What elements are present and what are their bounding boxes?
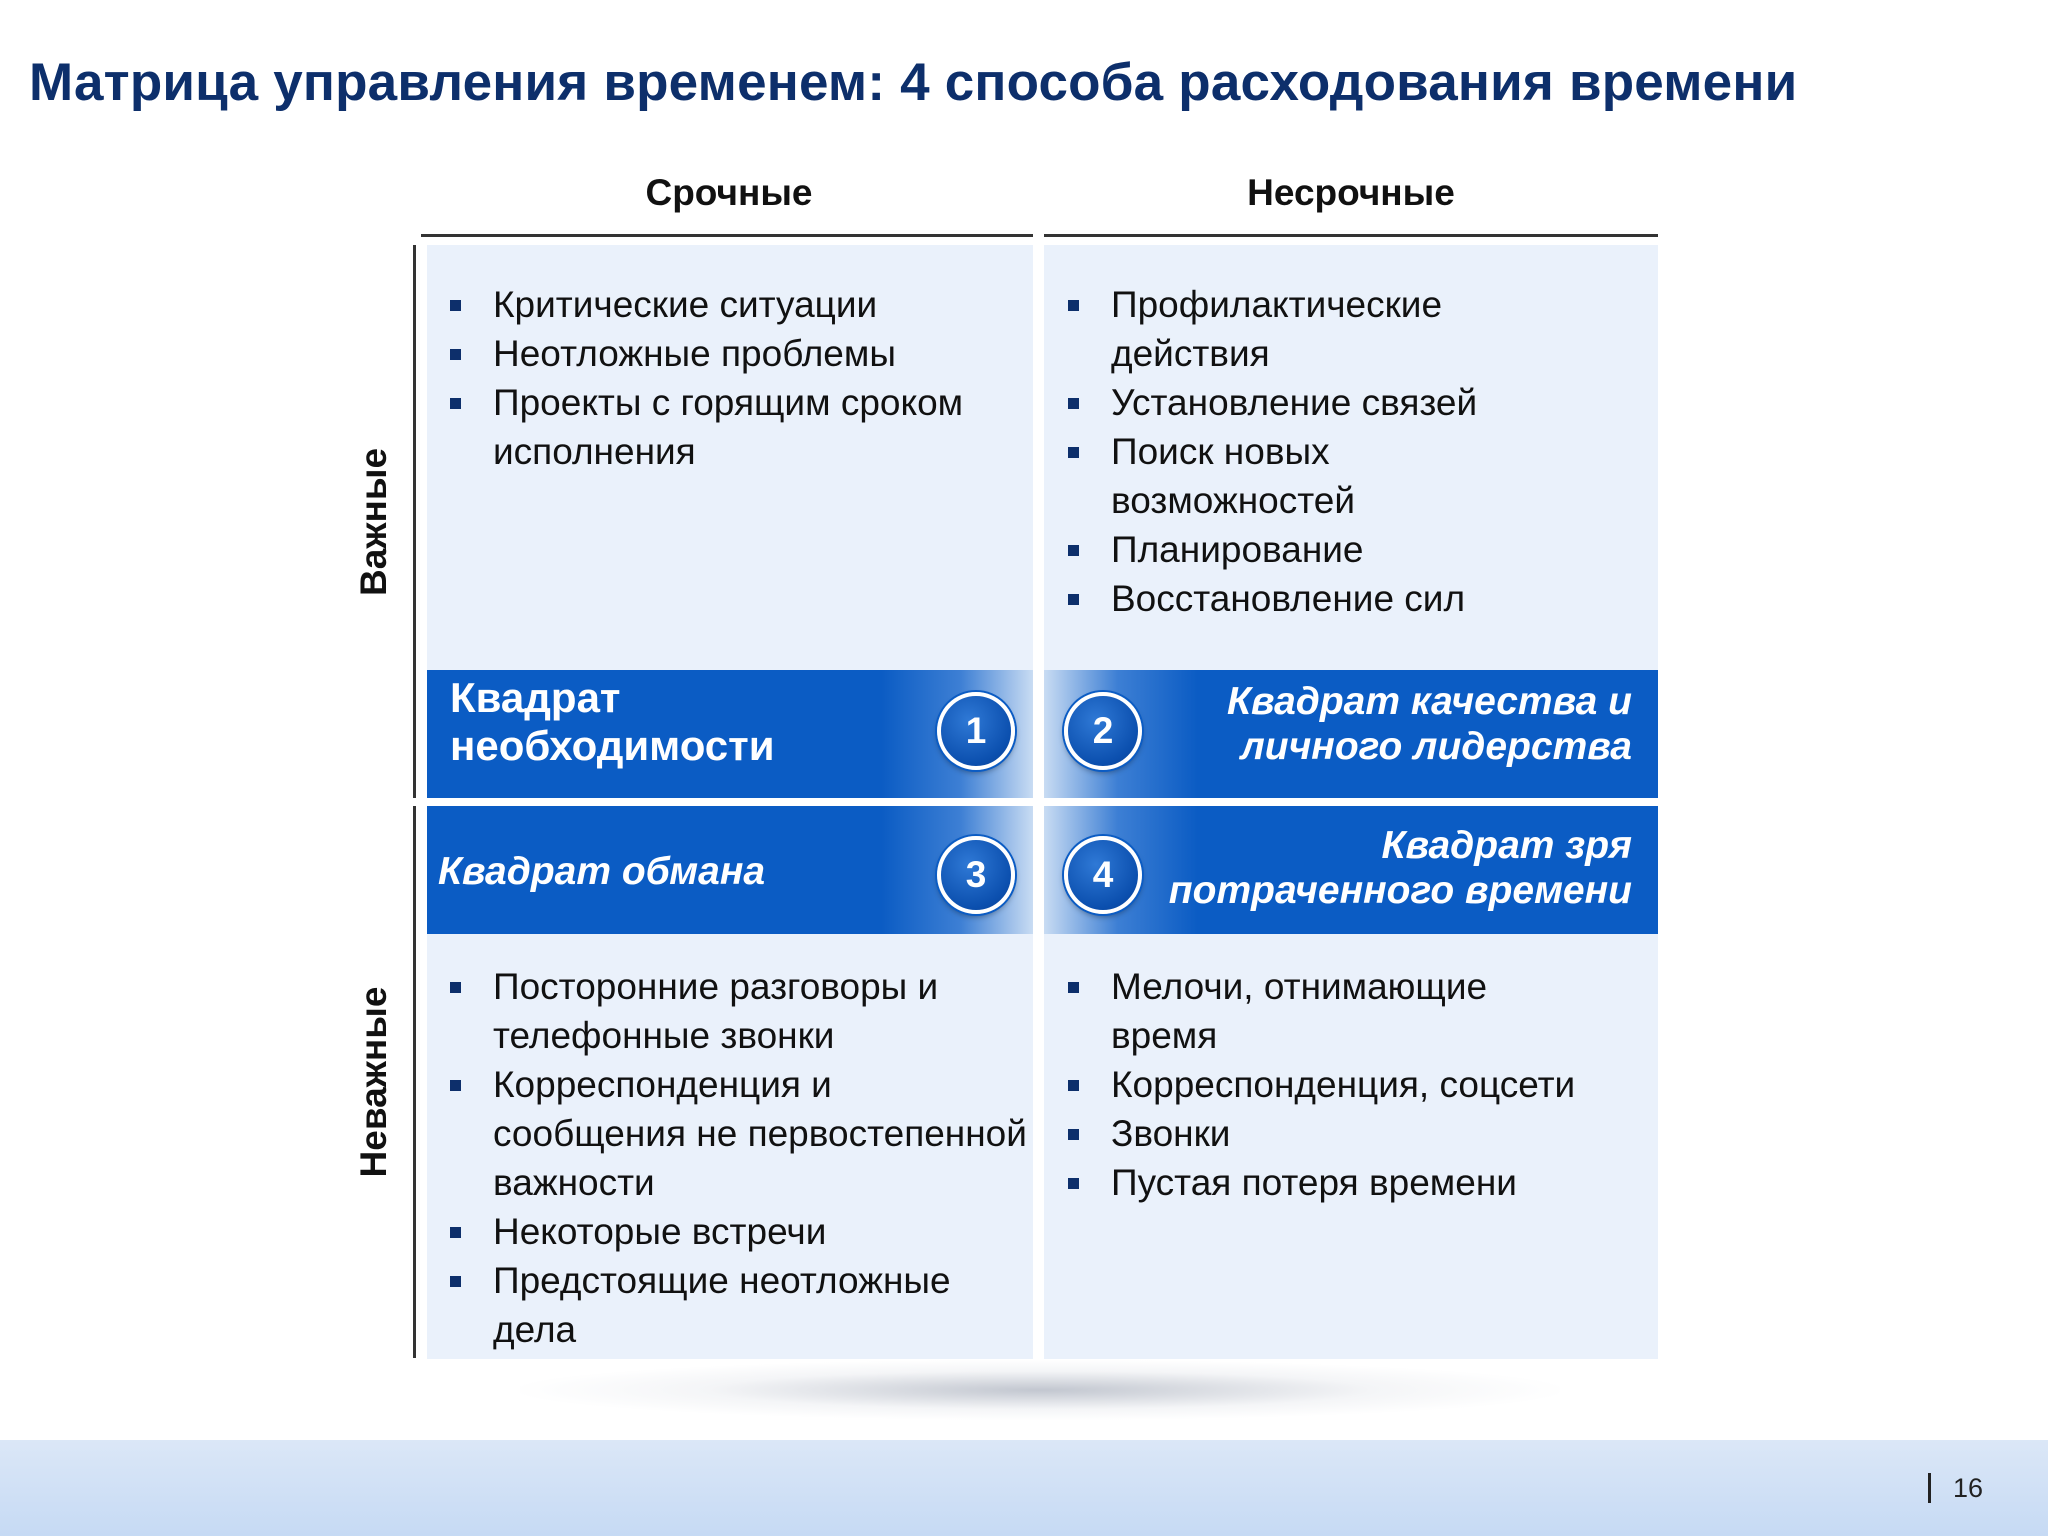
column-header-urgent: Срочные <box>645 172 813 213</box>
list-item: Пустая потеря времени <box>1066 1158 1646 1207</box>
quadrant-3-list <box>448 962 1027 1354</box>
list-item: Проекты с горящим сроком исполнения <box>448 378 1028 476</box>
row-label-not-important: Неважные <box>353 986 394 1178</box>
list-item: Корреспонденция, соцсети <box>1066 1060 1646 1109</box>
column-divider-urgent <box>421 234 1033 237</box>
quadrant-4-list <box>1066 962 1646 1207</box>
quadrant-1-number-badge: 1 <box>937 692 1015 770</box>
page-title: Матрица управления временем: 4 способа расходования времени <box>29 53 1798 112</box>
list-item: Неотложные проблемы <box>448 329 1028 378</box>
row-label-important: Важные <box>353 447 394 597</box>
list-item: Звонки <box>1066 1109 1646 1158</box>
list-item: Посторонние разговоры и телефонные звонки <box>448 962 973 1060</box>
quadrant-2-title: Квадрат качества и личного лидерства <box>1227 680 1632 768</box>
list-item: Планирование <box>1066 525 1586 574</box>
page-number-divider <box>1928 1473 1931 1503</box>
page-number: 16 <box>1953 1473 1984 1503</box>
quadrant-1-title: Квадрат необходимости <box>450 674 775 770</box>
list-item: Установление связей <box>1066 378 1586 427</box>
matrix-shadow <box>520 1360 1560 1420</box>
list-item: Профилактические действия <box>1066 280 1491 378</box>
footer-bar <box>0 1440 2048 1536</box>
quadrant-3-number-badge: 3 <box>937 836 1015 914</box>
list-item: Критические ситуации <box>448 280 1028 329</box>
quadrant-3-title: Квадрат обмана <box>438 850 766 893</box>
column-divider-not-urgent <box>1044 234 1658 237</box>
quadrant-4-title: Квадрат зря потраченного времени <box>1168 824 1632 912</box>
quadrant-4-number-badge: 4 <box>1064 836 1142 914</box>
row-divider-important <box>413 245 416 798</box>
column-header-not-urgent: Несрочные <box>1247 172 1455 213</box>
list-item: Поиск новых возможностей <box>1066 427 1451 525</box>
list-item: Мелочи, отнимающие время <box>1066 962 1551 1060</box>
quadrant-2-list <box>1066 280 1586 623</box>
list-item: Корреспонденция и сообщения не первостепенной важности <box>448 1060 1033 1207</box>
quadrant-2-number-badge: 2 <box>1064 692 1142 770</box>
list-item: Некоторые встречи <box>448 1207 1023 1256</box>
list-item: Восстановление сил <box>1066 574 1586 623</box>
row-divider-not-important <box>413 806 416 1358</box>
quadrant-1-list <box>448 280 1028 476</box>
list-item: Предстоящие неотложные дела <box>448 1256 1033 1354</box>
